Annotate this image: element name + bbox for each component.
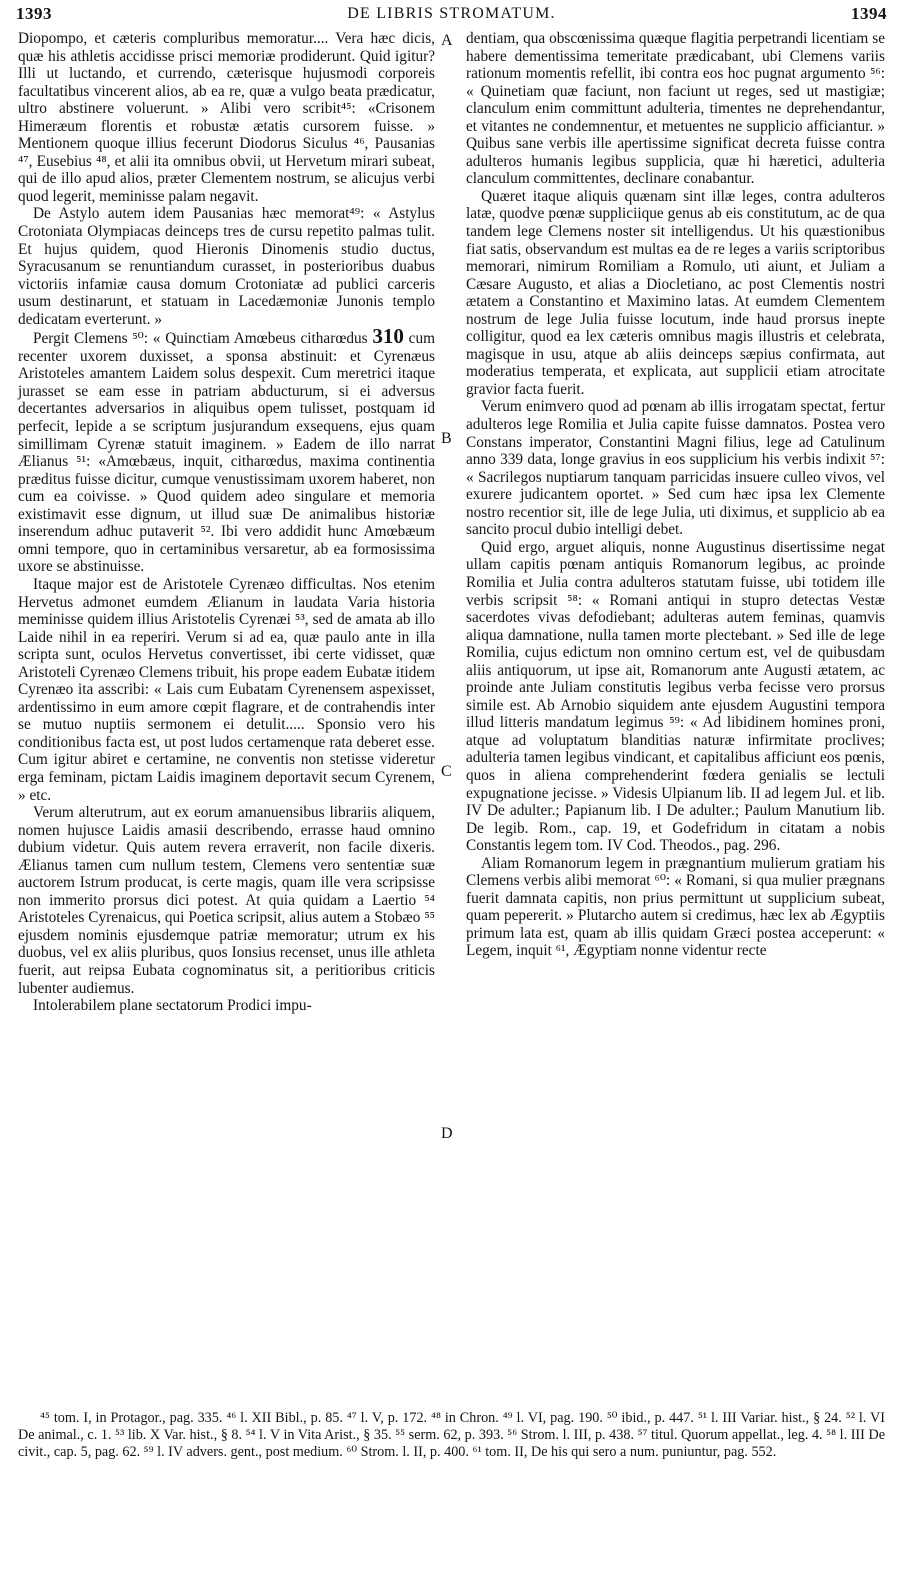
left-column — [18, 30, 435, 1015]
paragraph: Quæret itaque aliquis quænam sint illæ leges, contra adulteros latæ, quodve pœnæ suppliciique genus ab eis constitutum, ac de qua tandem lege Clemens noster sit intelligendus. Ut his quæstionibus fiat satis, observandum est multas ea de re leges a variis scriptoribus memorari, nimirum Romiliam a Romulo, uti aiunt, et Juliam a Cæsare Augusto, et alias a Diocletiano, ac post Clementis nostri ætatem a Constantino et Maximino latas. At eumdem Clementem nostrum de lege Julia fuisse locutum, inde haud prorsus inepte colligitur, quod ea lex cæteris omnibus magis illustris et celebrata, magisque in usu, atque ab aliis deinceps sæpius confirmata, aut moderatius temperata, et explicata, aut supplicii etiam atrocitate gravior facta fuerit. — [466, 187, 885, 398]
right-page-number: 1394 — [851, 4, 887, 23]
right-column — [466, 30, 885, 960]
paragraph-part: Pergit Clemens ⁵⁰: « Quinctiam Amœbeus citharœdus — [33, 330, 368, 348]
paragraph-part: cum recenter uxorem duxisset, a sponsa abstinuit: et Cyrenæus Aristoteles amantem Laidem solus despexit. Cum meretrici itaque jurasset se eam esse in patriam abducturum, si ei adversus decertantes adversarios in aliquibus opem tulisset, postquam id perfecit, lepide a se scriptum jusjurandum exsequens, ejus quam simillimam Cyrenæ statuit imaginem. » Eadem de illo narrat Ælianus ⁵¹: «Amœbæus, inquit, citharœdus, maxima continentia præditus fuisse dicitur, cumque venustissimam uxorem haberet, non cum ea coivisse. » Quod quidem adeo singulare et memoria existimavit esse dignum, ut illud suæ De animalibus historiæ inserendum adhuc putaverit ⁵². Ibi vero addidit hunc Amœbæum omni tempore, quo in certaminibus versaretur, ab ea formosissima uxore se abstinuisse. — [18, 330, 435, 576]
paragraph: Diopompo, et cæteris compluribus memoratur.... Vera hæc dicis, quæ his athletis accidisse prisci memoriæ prodiderunt. Quid igitur? Illi ut luctando, et currendo, cæterisque hujusmodi corporeis facultatibus vincerent alios, ab ea re, quæ a vulgo beata prædicatur, ultro abstinere voluerunt. » Alibi vero scribit⁴⁵: «Crisonem Himeræum florentis et robustæ ætatis cursorem fuisse. » Mentionem quoque illius fecerunt Diodorus Siculus ⁴⁶, Pausanias ⁴⁷, Eusebius ⁴⁸, et alii ita omnibus obvii, ut Hervetum mirari subeat, qui de illo apud alios, præter Clementem nostrum, se alicujus verbi quod legerit, meminisse palam negavit. — [18, 30, 435, 205]
paragraph: De Astylo autem idem Pausanias hæc memorat⁴⁹: « Astylus Crotoniata Olympiacas deinceps tres de cursu repetito palmas tulit. Et hujus quidem, quod Hieronis Dinomenis studio ductus, Syracusanum se renuntiandum curasset, in posterioribus duabus victoriis infamiæ causa domum Crotoniatæ ad publici carceris usum destinarunt, et statuam in Lacedæmoniæ Junonis templo dedicatam everterunt. » — [18, 205, 435, 328]
margin-letter-c: C — [441, 763, 452, 780]
left-page-number: 1393 — [16, 4, 52, 23]
paragraph — [18, 324, 435, 576]
margin-letter-a: A — [441, 32, 453, 49]
running-title: DE LIBRIS STROMATUM. — [347, 5, 556, 22]
margin-letter-b: B — [441, 430, 452, 447]
paragraph: Verum enimvero quod ad pœnam ab illis irrogatam spectat, fertur adulteros lege Romilia et Julia capite fuisse damnatos. Postea vero Constans imperator, Constantini Magni filius, lege ad Catulinum anno 339 data, longe gravius in eos supplicium his verbis indixit ⁵⁷: « Sacrilegos nuptiarum tanquam parricidas insuere culleo vivos, vel exurere judicantem oportet. » Sed cum hæc ipsa lex Clemente nostro recentior sit, ille de lege Julia, uti diximus, et supplicio ab ea sancito procul dubio intelligi debet. — [466, 398, 885, 539]
footnote-block: ⁴⁵ tom. I, in Protagor., pag. 335. ⁴⁶ l. XII Bibl., p. 85. ⁴⁷ l. V, p. 172. ⁴⁸ in Chron. ⁴⁹ l. VI, pag. 190. ⁵⁰ ibid., p. 447. ⁵¹ l. III Variar. hist., § 24. ⁵² l. VI De animal., c. 1. ⁵³ lib. X Var. hist., § 8. ⁵⁴ l. V in Vita Arist., § 35. ⁵⁵ serm. 62, p. 393. ⁵⁶ Strom. l. III, p. 438. ⁵⁷ titul. Quorum appellat., leg. 4. ⁵⁸ l. III De civit., cap. 5, pag. 62. ⁵⁹ l. IV advers. gent., post medium. ⁶⁰ Strom. l. II, p. 400. ⁶¹ tom. II, De his qui sero a num. puniuntur, pag. 552. — [18, 1410, 885, 1460]
footnotes — [18, 1410, 885, 1461]
paragraph: Quid ergo, arguet aliquis, nonne Augustinus disertissime negat ullam capitis pœnam antiquis Romanorum legibus, ac proinde Romilia et Julia contra adulteros statutam fuisse, ubi totidem ille verbis scripsit ⁵⁸: « Romani antiqui in stupro detectas Vestæ sacerdotes vivas defodiebant; adulteras autem feminas, quamvis aliqua damnatione, nulla tamen morte plectebant. » Sed ille de lege Romilia, cujus edictum non omnino certum est, vel de quibusdam aliis antiquorum, ut ipse ait, Romanorum ante Augusti ætatem, ac proinde ante Juliam constitutis legibus verba fecisse vero prorsus simile est. Ab Arnobio siquidem ante ejusdem Augustini tempora illud litteris mandatum legimus ⁵⁹: « Ad libidinem homines proni, atque ad voluptatum blanditias naturæ infirmitate proclives; adulteria tamen legibus vindicant, et capitalibus afficiunt eos pœnis, quos in aliena comprehenderint fœdera genialis se lectuli expugnatione jecisse. » Videsis Ulpianum lib. II ad legem Jul. et lib. IV De adulter.; Papianum lib. I De adulter.; Paulum Manutium lib. De legib. Rom., cap. 19, et Godefridum in citatam a nobis Constantis legem tom. IV Cod. Theodos., pag. 296. — [466, 538, 885, 855]
paragraph: Aliam Romanorum legem in prægnantium mulierum gratiam his Clemens verbis alibi memorat ⁶⁰: « Romani, si qua mulier prægnans fuerit damnata capitis, non prius permittunt ut supplicium subeat, quam pepererit. » Plutarcho autem si credimus, hæc lex ab Ægyptiis primum lata est, quam ab illis quidam Græci postea acceperunt: « Legem, inquit ⁶¹, Ægyptiam nonne videntur recte — [466, 854, 885, 960]
inline-section-number: 310 — [372, 324, 404, 349]
paragraph: dentiam, qua obscœnissima quæque flagitia perpetrandi licentiam se habere dementissima temeritate prædicabant, ubi Clemens variis rationum momentis refellit, ibi contra eos hoc pugnat argumento ⁵⁶: « Quinetiam quæ faciunt, non faciunt ut reges, sed ut mastigiæ; clanculum enim committunt adulteria, timentes ne deprehendantur, et vitantes ne condemnentur, et metuentes ne supplicio afficiantur. » Quibus sane verbis ille apertissime significat decreta fuisse contra adulteros humanis legibus supplicia, quæ hi hæretici, adulteria clanculum committentes, declinare conabantur. — [466, 30, 885, 188]
page-header — [16, 4, 887, 30]
margin-letter-d: D — [441, 1125, 453, 1142]
paragraph: Intolerabilem plane sectatorum Prodici impu- — [33, 997, 312, 1015]
paragraph: Itaque major est de Aristotele Cyrenæo difficultas. Nos etenim Hervetus admonet eumdem Ælianum in laudata Varia historia meminisse quidem illius Aristotelis Cyrenæi ⁵³, sed de amata ab illo Laide nihil in ea reperiri. Verum si ad ea, quæ paulo ante in illa scripta sunt, oculos Hervetus convertisset, ibi certe vidisset, quæ Aristoteli Cyrenæo Clemens tribuit, his prope eadem Eubatæ itidem Cyrenæo ita asscribi: « Lais cum Eubatam Cyrenensem aspexisset, ardentissimo in eum amore cœpit flagrare, et de contrahendis inter se mutuo nuptiis sermonem ei detulit..... Sponsio vero his conditionibus facta est, ut post ludos certamenque rata deberet esse. Cum igitur abiret e certamine, ne conventis non stetisse videretur erga feminam, pictam Laidis imaginem deportavit secum Cyrenem, » etc. — [18, 575, 435, 804]
paragraph: Verum alterutrum, aut ex eorum amanuensibus librariis aliquem, nomen hujusce Laidis amasii describendo, errasse haud omnino dubium videtur. Quis autem revera erraverit, non facile dixeris. Ælianus tamen cum nullum testem, Clemens vero sententiæ suæ auctorem Istrum producat, is certe magis, quam ille vera scripsisse non immerito prorsus dici potest. At quia quidam a Laertio ⁵⁴ Aristoteles Cyrenaicus, qui Poetica scripsit, alius autem a Stobæo ⁵⁵ ejusdem nominis ejusdemque patriæ memoratur; utrum ex his duobus, vel ex aliis pluribus, quos Ionsius recenset, unus ille athleta fuerit, aut reipsa Eubata cognominatus sit, a peritioribus criticis lubenter audiemus. — [18, 804, 435, 997]
